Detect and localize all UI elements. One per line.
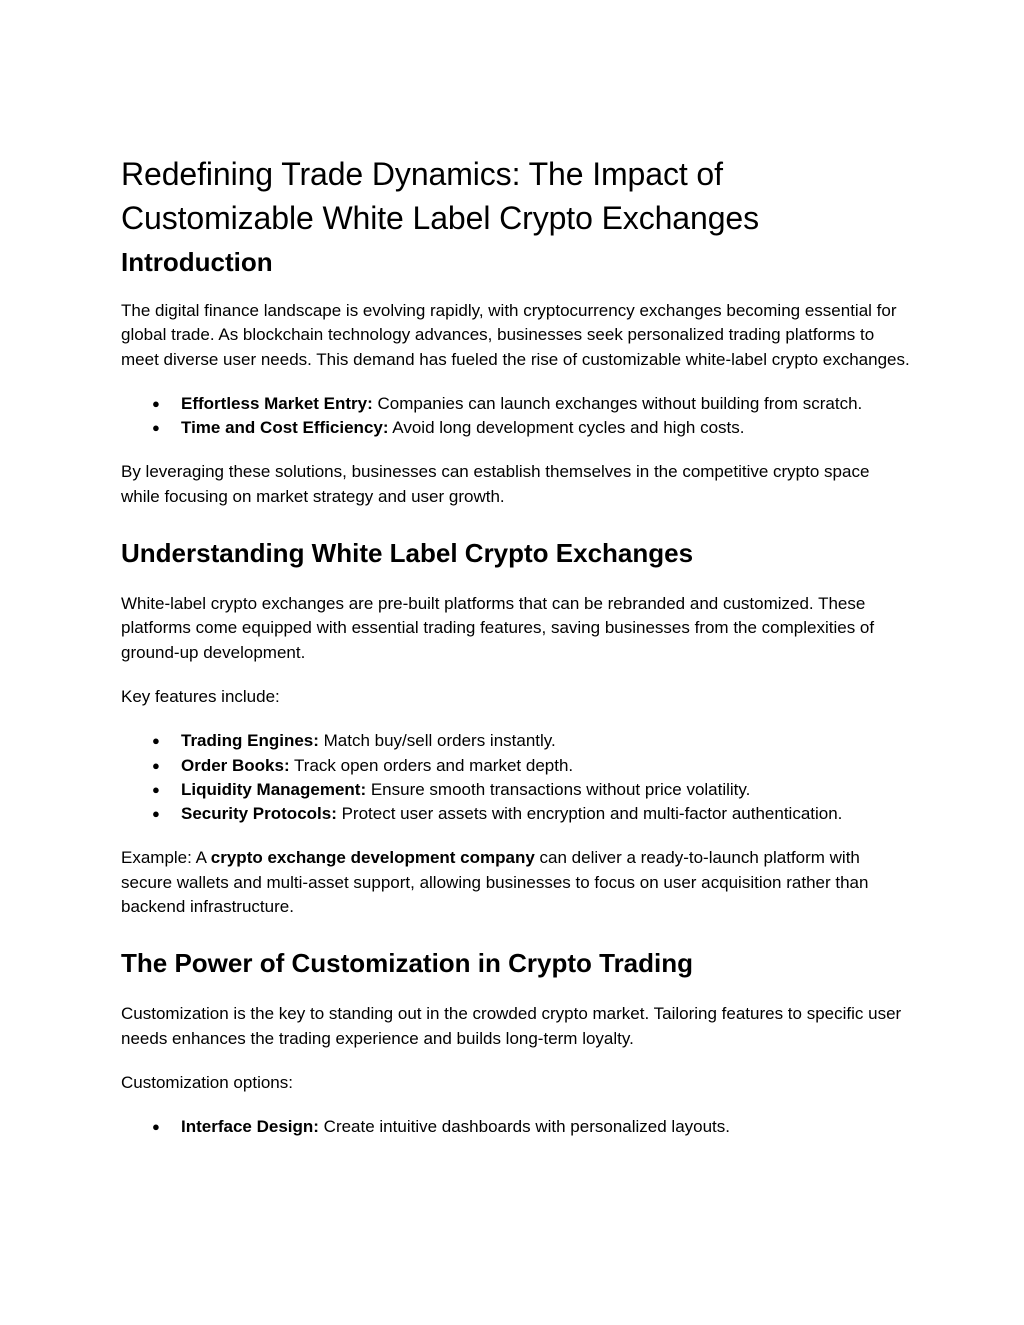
bullet-icon: ● bbox=[152, 781, 160, 797]
bullet-icon: ● bbox=[152, 733, 160, 749]
list-item-term: Liquidity Management: bbox=[181, 779, 367, 799]
example-emphasis: crypto exchange development company bbox=[210, 848, 535, 868]
section2-bullet-list bbox=[121, 1115, 911, 1139]
list-item bbox=[121, 416, 911, 440]
heading-understanding: Understanding White Label Crypto Exchanges bbox=[121, 538, 694, 569]
list-item bbox=[121, 802, 911, 826]
section1-paragraph: White-label crypto exchanges are pre-built platforms that can be rebranded and customized. These platforms come equipped with essential trading features, saving businesses from the complexities of ground-up development. bbox=[121, 594, 875, 662]
bullet-icon: ● bbox=[152, 757, 160, 773]
list-item-text: Match buy/sell orders instantly. bbox=[318, 731, 556, 751]
list-item-text: Avoid long development cycles and high costs. bbox=[388, 418, 745, 438]
list-item-term: Security Protocols: bbox=[181, 804, 337, 824]
example-suffix: can deliver a ready-to-launch platform with secure wallets and multi-asset support, allowing businesses to focus on user acquisition rather than backend infrastructure. bbox=[121, 848, 869, 917]
section2-paragraph: Customization is the key to standing out in the crowded crypto market. Tailoring features to specific user needs enhances the trading experience and builds long-term loyalty. bbox=[121, 1004, 902, 1048]
list-item-text: Protect user assets with encryption and multi-factor authentication. bbox=[336, 804, 843, 824]
list-item-text: Ensure smooth transactions without price volatility. bbox=[366, 779, 751, 799]
bullet-icon: ● bbox=[152, 1119, 160, 1135]
list-item bbox=[121, 778, 911, 802]
list-item-term: Order Books: bbox=[181, 755, 290, 775]
document-title: Redefining Trade Dynamics: The Impact of Customizable White Label Crypto Exchanges bbox=[121, 156, 759, 236]
list-item bbox=[121, 392, 911, 416]
list-item bbox=[121, 1115, 911, 1139]
list-item bbox=[121, 729, 911, 753]
list-item-term: Trading Engines: bbox=[181, 731, 319, 751]
section2-options-label: Customization options: bbox=[121, 1072, 293, 1092]
list-item-term: Interface Design: bbox=[181, 1117, 319, 1137]
list-item-text: Companies can launch exchanges without building from scratch. bbox=[372, 393, 863, 413]
section1-example-paragraph bbox=[121, 846, 911, 919]
bullet-icon: ● bbox=[152, 395, 160, 411]
heading-introduction: Introduction bbox=[121, 247, 273, 277]
intro-bullet-list bbox=[121, 392, 911, 441]
list-item-term: Time and Cost Efficiency: bbox=[181, 418, 389, 438]
bullet-icon: ● bbox=[152, 806, 160, 822]
section1-bullet-list bbox=[121, 729, 911, 826]
list-item bbox=[121, 754, 911, 778]
bullet-icon: ● bbox=[152, 420, 160, 436]
document-page bbox=[121, 152, 911, 1140]
list-item-text: Track open orders and market depth. bbox=[289, 755, 574, 775]
list-item-text: Create intuitive dashboards with personalized layouts. bbox=[318, 1117, 731, 1137]
list-item-term: Effortless Market Entry: bbox=[181, 393, 373, 413]
section1-features-label: Key features include: bbox=[121, 686, 280, 706]
example-prefix: Example: A bbox=[121, 848, 211, 868]
heading-customization: The Power of Customization in Crypto Trading bbox=[121, 948, 694, 979]
intro-paragraph: The digital finance landscape is evolving rapidly, with cryptocurrency exchanges becoming essential for global trade. As blockchain technology advances, businesses seek personalized trading platforms to meet diverse user needs. This demand has fueled the rise of customizable white-label crypto exchanges. bbox=[121, 301, 910, 369]
intro-closing-paragraph: By leveraging these solutions, businesses can establish themselves in the competitive crypto space while focusing on market strategy and user growth. bbox=[121, 462, 870, 506]
